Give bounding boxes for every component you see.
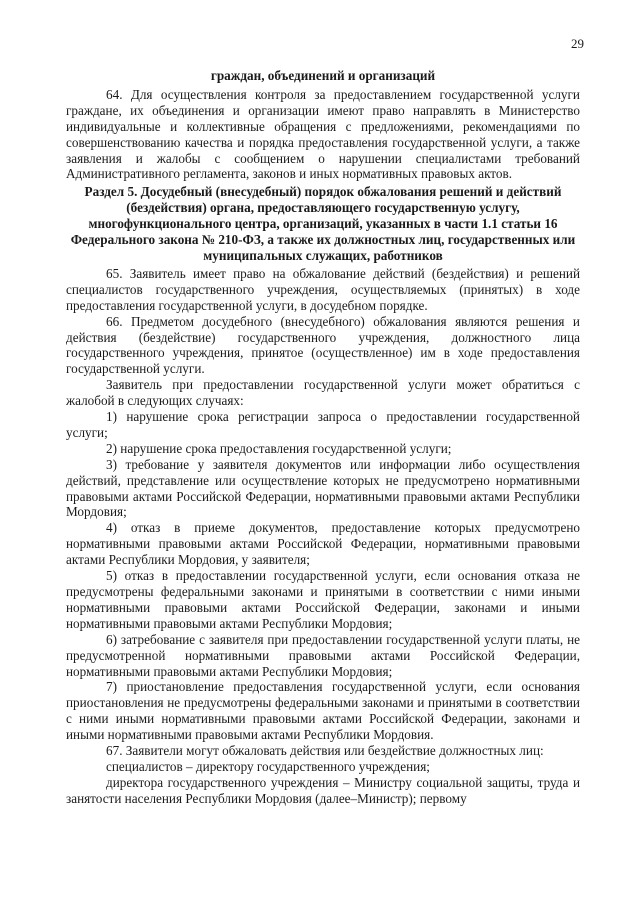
section-5-heading: Раздел 5. Досудебный (внесудебный) порядок обжалования решений и действий (бездействия) органа, предоставляющего государственную услугу, многофункционального центра, организаций, указанных в части 1.1 статьи 16 Федерального закона № 210-ФЗ, а также их должностных лиц, государственных или муниципальных служащих, работников (70, 184, 576, 263)
case-item: 1) нарушение срока регистрации запроса о предоставлении государственной услуги; (66, 409, 580, 440)
paragraph-67-director: директора государственного учреждения – Министру социальной защиты, труда и занятости населения Республики Мордовия (далее–Министр); первому (66, 774, 580, 806)
case-item: 6) затребование с заявителя при предоставлении государственной услуги платы, не предусмотренной нормативными правовыми актами Российской Федерации, нормативными правовыми актами Республики Мордовия; (66, 631, 580, 679)
paragraph-65: 65. Заявитель имеет право на обжалование действий (бездействия) и решений специалистов государственного учреждения, осуществляемых (принятых) в ходе предоставления государственной услуги, в досудебном порядке. (66, 265, 580, 313)
case-item: 3) требование у заявителя документов или информации либо осуществления действий, представление или осуществление которых не предусмотрено нормативными правовыми актами Российской Федерации, нормативными правовыми актами Республики Мордовия; (66, 456, 580, 520)
case-item: 5) отказ в предоставлении государственной услуги, если основания отказа не предусмотрены федеральными законами и принятыми в соответствии с ними иными нормативными правовыми актами Российской Федерации, законами и иными нормативными правовыми актами Республики Мордовия; (66, 568, 580, 631)
document-body (66, 68, 580, 807)
paragraph-67: 67. Заявители могут обжаловать действия или бездействие должностных лиц: (106, 743, 544, 759)
case-item: 2) нарушение срока предоставления государственной услуги; (106, 440, 452, 456)
paragraph-64: 64. Для осуществления контроля за предоставлением государственной услуги граждане, их объединения и организации имеют право направлять в Министерство индивидуальные и коллективные обращения с предложениями, рекомендациями по совершенствованию качества и порядка предоставления государственной услуги, а также заявления и жалобы с сообщением о нарушении специалистами требований Административного регламента, законов и иных нормативных правовых актов. (66, 86, 580, 182)
cases-intro: Заявитель при предоставлении государственной услуги может обратиться с жалобой в следующих случаях: (66, 377, 580, 409)
paragraph-67-specialists: специалистов – директору государственного учреждения; (106, 758, 430, 774)
page-number: 29 (571, 36, 584, 51)
case-item: 7) приостановление предоставления государственной услуги, если основания приостановления не предусмотрены федеральными законами и принятыми в соответствии с ними иными нормативными правовыми актами Российской Федерации, законами и иными нормативными правовыми актами Республики Мордовия. (66, 679, 580, 743)
case-item: 4) отказ в приеме документов, предоставление которых предусмотрено нормативными правовыми актами Российской Федерации, нормативными правовыми актами Республики Мордовия, у заявителя; (66, 520, 580, 568)
heading-continuation: граждан, объединений и организаций (210, 68, 436, 83)
paragraph-66: 66. Предметом досудебного (внесудебного) обжалования являются решения и действия (бездействие) государственного учреждения, должностного лица государственного учреждения, принятое (осуществленное) им в ходе предоставления государственной услуги. (66, 313, 580, 377)
